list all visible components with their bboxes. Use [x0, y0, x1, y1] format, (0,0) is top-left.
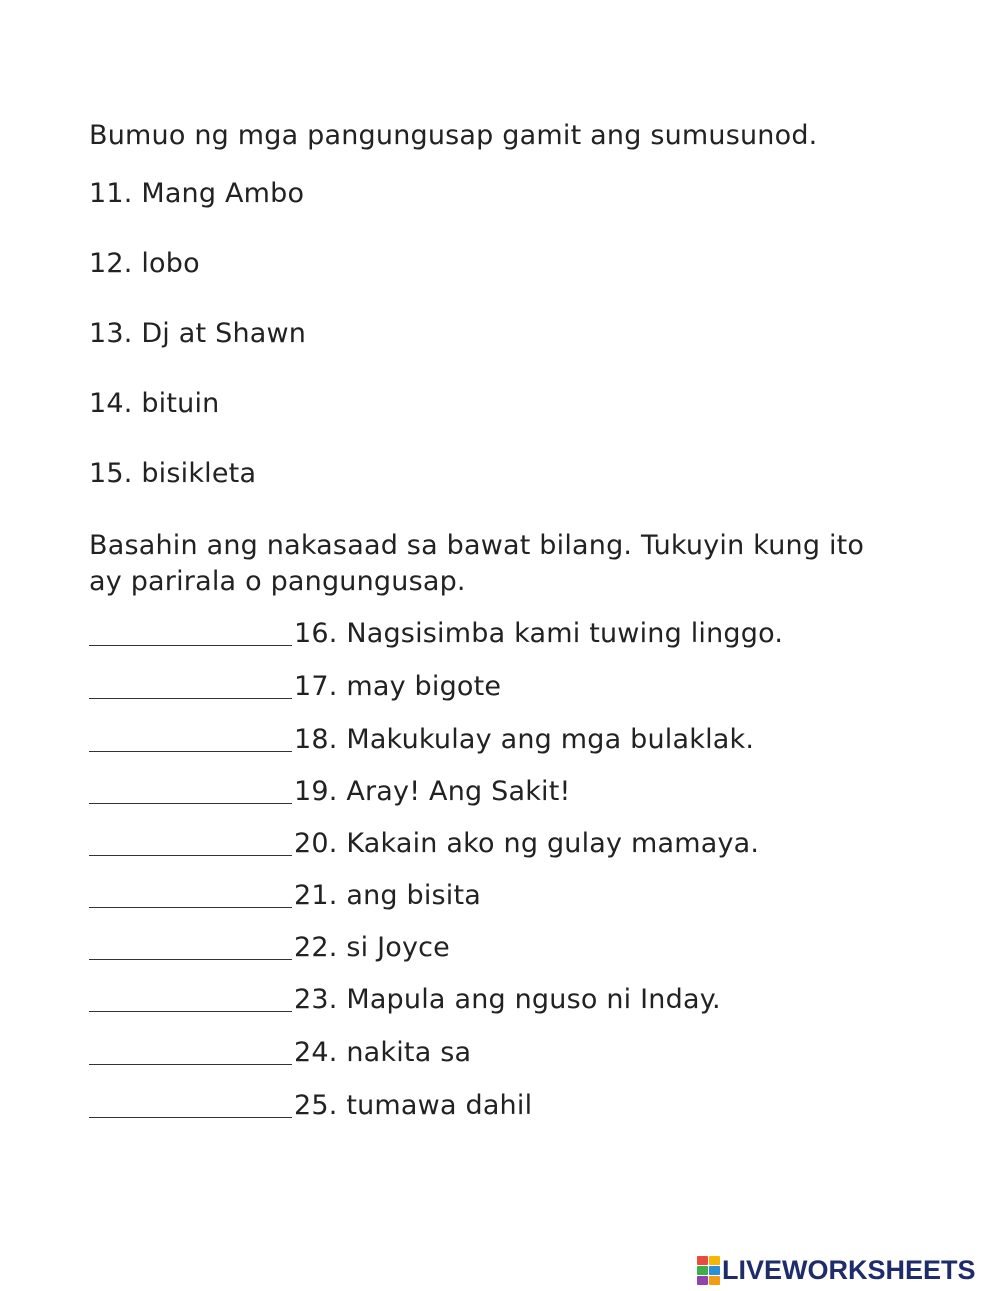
logo-block [697, 1266, 708, 1275]
answer-blank-20[interactable] [89, 829, 292, 856]
answer-blank-23[interactable] [89, 985, 292, 1012]
sentence-item-11: 11. Mang Ambo [89, 178, 305, 209]
answer-blank-18[interactable] [89, 725, 292, 752]
question-row-24 [89, 1034, 471, 1070]
brand-name: LIVEWORKSHEETS [722, 1254, 976, 1285]
question-row-21 [89, 877, 481, 913]
logo-block [709, 1266, 720, 1275]
question-text-24: 24. nakita sa [294, 1037, 472, 1068]
question-text-16: 16. Nagsisimba kami tuwing linggo. [294, 618, 784, 649]
liveworksheets-brand [697, 1254, 976, 1286]
answer-blank-24[interactable] [89, 1038, 292, 1065]
sentence-item-14: 14. bituin [89, 388, 220, 419]
logo-block [709, 1256, 720, 1265]
question-text-17: 17. may bigote [294, 671, 502, 702]
question-row-17 [89, 668, 501, 704]
logo-block [697, 1276, 708, 1285]
question-row-23 [89, 981, 721, 1017]
section2-instruction-line2: ay parirala o pangungusap. [89, 566, 466, 597]
question-row-19 [89, 773, 571, 809]
question-row-25 [89, 1087, 532, 1123]
question-row-22 [89, 929, 450, 965]
liveworksheets-logo-icon [697, 1256, 719, 1284]
answer-blank-22[interactable] [89, 933, 292, 960]
answer-blank-19[interactable] [89, 777, 292, 804]
sentence-item-15: 15. bisikleta [89, 458, 257, 489]
answer-blank-25[interactable] [89, 1091, 292, 1118]
question-row-20 [89, 825, 759, 861]
section1-instruction: Bumuo ng mga pangungusap gamit ang sumusunod. [89, 120, 818, 151]
question-text-22: 22. si Joyce [294, 932, 450, 963]
question-text-19: 19. Aray! Ang Sakit! [294, 776, 571, 807]
question-text-18: 18. Makukulay ang mga bulaklak. [294, 724, 755, 755]
question-row-16 [89, 615, 783, 651]
question-text-21: 21. ang bisita [294, 880, 482, 911]
question-text-23: 23. Mapula ang nguso ni Inday. [294, 984, 721, 1015]
answer-blank-17[interactable] [89, 672, 292, 699]
sentence-item-13: 13. Dj at Shawn [89, 318, 307, 349]
question-text-25: 25. tumawa dahil [294, 1090, 533, 1121]
sentence-item-12: 12. lobo [89, 248, 200, 279]
question-row-18 [89, 721, 754, 757]
logo-block [709, 1276, 720, 1285]
logo-block [697, 1256, 708, 1265]
section2-instruction-line1: Basahin ang nakasaad sa bawat bilang. Tukuyin kung ito [89, 530, 865, 561]
answer-blank-21[interactable] [89, 881, 292, 908]
answer-blank-16[interactable] [89, 619, 292, 646]
question-text-20: 20. Kakain ako ng gulay mamaya. [294, 828, 760, 859]
